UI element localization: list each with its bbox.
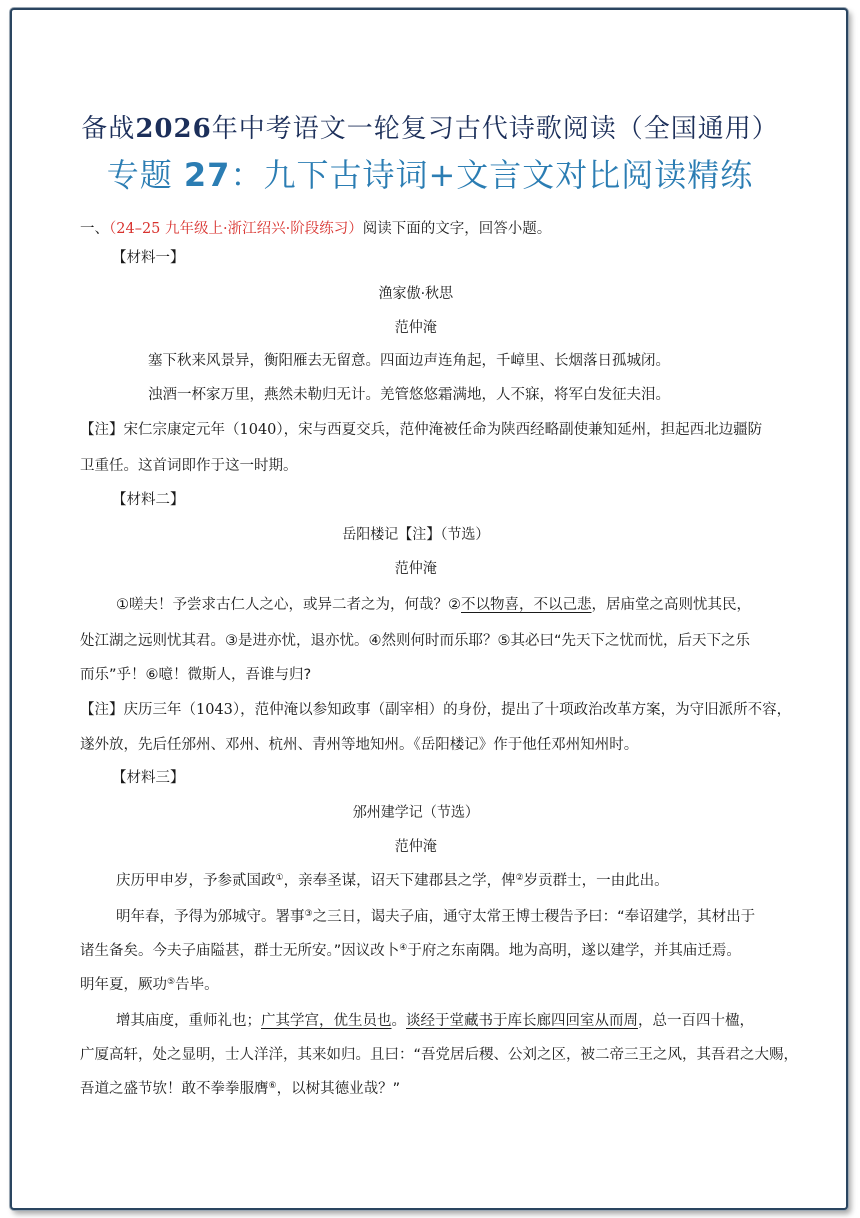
- text-span: 告毕。: [175, 977, 219, 993]
- text-span: ①嗟夫！予尝求古仁人之心，或异二者之为，何哉？②: [116, 597, 461, 613]
- text-span: 岁贡群士，一由此出。: [523, 873, 669, 889]
- material3-para-line-5: [116, 1011, 754, 1031]
- topic-number: 27: [183, 156, 231, 194]
- text-span: ，以树其德业哉？”: [276, 1081, 401, 1097]
- topic-prefix: 专题: [106, 156, 173, 194]
- text-span: ，居庙堂之高则忧其民，: [591, 597, 751, 613]
- footnote-marker: ①: [275, 873, 284, 883]
- material2-title: 岳阳楼记【注】（节选）: [342, 527, 490, 543]
- material3-title: 邠州建学记（节选）: [352, 805, 479, 821]
- question-header: [80, 219, 551, 239]
- material3-para-line-2: [116, 907, 755, 927]
- material2-label: 【材料二】: [112, 492, 185, 508]
- underlined-sentence: 谈经于堂藏书于库长廊四回室从而周: [406, 1013, 638, 1029]
- title-suffix: 年中考语文一轮复习古代诗歌阅读（全国通用）: [211, 114, 779, 144]
- material1-author: 范仲淹: [394, 320, 437, 336]
- material1-note-1: 【注】宋仁宗康定元年（1040），宋与西夏交兵，范仲淹被任命为陕西经略副使兼知延州，担起西北边疆防: [80, 422, 763, 438]
- footnote-marker: ③: [304, 909, 313, 919]
- text-span: 。: [391, 1013, 406, 1029]
- question-number: 一、: [80, 221, 109, 237]
- underlined-sentence: 广其学宫，优生员也: [261, 1013, 392, 1029]
- document-title: [0, 108, 860, 145]
- material2-note-1: 【注】庆历三年（1043），范仲淹以参知政事（副宰相）的身份，提出了十项政治改革方案，为守旧派所不容，: [80, 702, 792, 718]
- question-instruction: 阅读下面的文字，回答小题。: [362, 221, 552, 237]
- title-prefix: 备战: [81, 114, 136, 144]
- footnote-marker: ④: [399, 943, 408, 953]
- text-span: 庆历甲申岁，予参贰国政: [116, 873, 276, 889]
- material3-label: 【材料三】: [112, 770, 185, 786]
- footnote-marker: ②: [515, 873, 524, 883]
- material3-para-line-3: [80, 941, 741, 961]
- topic-suffix: ：九下古诗词+文言文对比阅读精练: [230, 156, 754, 194]
- material1-label: 【材料一】: [112, 250, 185, 266]
- text-span: 诸生备矣。今夫子庙隘甚，群士无所安。”因议改卜: [80, 943, 400, 959]
- material1-title: 渔家傲·秋思: [378, 286, 454, 302]
- material3-para-line-4: [80, 975, 219, 995]
- text-span: ，亲奉圣谋，诏天下建郡县之学，俾: [283, 873, 516, 889]
- material3-author: 范仲淹: [394, 839, 437, 855]
- material2-para-line-1: [116, 595, 751, 615]
- material3-para-line-1: [116, 871, 669, 891]
- question-source: （24–25 九年级上·浙江绍兴·阶段练习）: [109, 221, 363, 237]
- title-year: 2026: [135, 114, 212, 144]
- poem-line-1: 塞下秋来风景异，衡阳雁去无留意。四面边声连角起，千嶂里、长烟落日孤城闭。: [148, 353, 670, 369]
- text-span: 增其庙度，重师礼也；: [116, 1013, 261, 1029]
- text-span: 明年春，予得为邠城守。署事: [116, 909, 305, 925]
- text-span: 于府之东南隅。地为高明，遂以建学，并其庙迁焉。: [407, 943, 741, 959]
- material3-para-line-6: 广厦高轩，处之显明，士人洋洋，其来如归。且曰：“吾党居后稷、公刘之区，被二帝三王之风，其吾君之大赐，: [80, 1047, 799, 1063]
- material2-para-line-3: 而乐”乎！⑥噫！微斯人，吾谁与归?: [80, 667, 312, 683]
- text-span: ，总一百四十楹，: [638, 1013, 754, 1029]
- text-span: 明年夏，厥功: [80, 977, 167, 993]
- footnote-marker: ⑥: [268, 1081, 277, 1091]
- poem-line-2: 浊酒一杯家万里，燕然未勒归无计。羌管悠悠霜满地，人不寐，将军白发征夫泪。: [148, 387, 670, 403]
- topic-title: [0, 150, 860, 196]
- material2-author: 范仲淹: [394, 561, 437, 577]
- material1-note-2: 卫重任。这首词即作于这一时期。: [80, 458, 298, 474]
- underlined-sentence: 不以物喜，不以己悲: [461, 597, 592, 613]
- material2-para-line-2: 处江湖之远则忧其君。③是进亦忧，退亦忧。④然则何时而乐耶？⑤其必曰“先天下之忧而忧，后天下之乐: [80, 633, 751, 649]
- text-span: 之三日，谒夫子庙，通守太常王博士稷告予曰：“奉诏建学，其材出于: [312, 909, 756, 925]
- text-span: 吾道之盛节欤！敢不拳拳服膺: [80, 1081, 269, 1097]
- material3-para-line-7: [80, 1079, 400, 1099]
- material2-note-2: 遂外放，先后任邠州、邓州、杭州、青州等地知州。《岳阳楼记》作于他任邓州知州时。: [80, 737, 639, 753]
- footnote-marker: ⑤: [167, 977, 176, 987]
